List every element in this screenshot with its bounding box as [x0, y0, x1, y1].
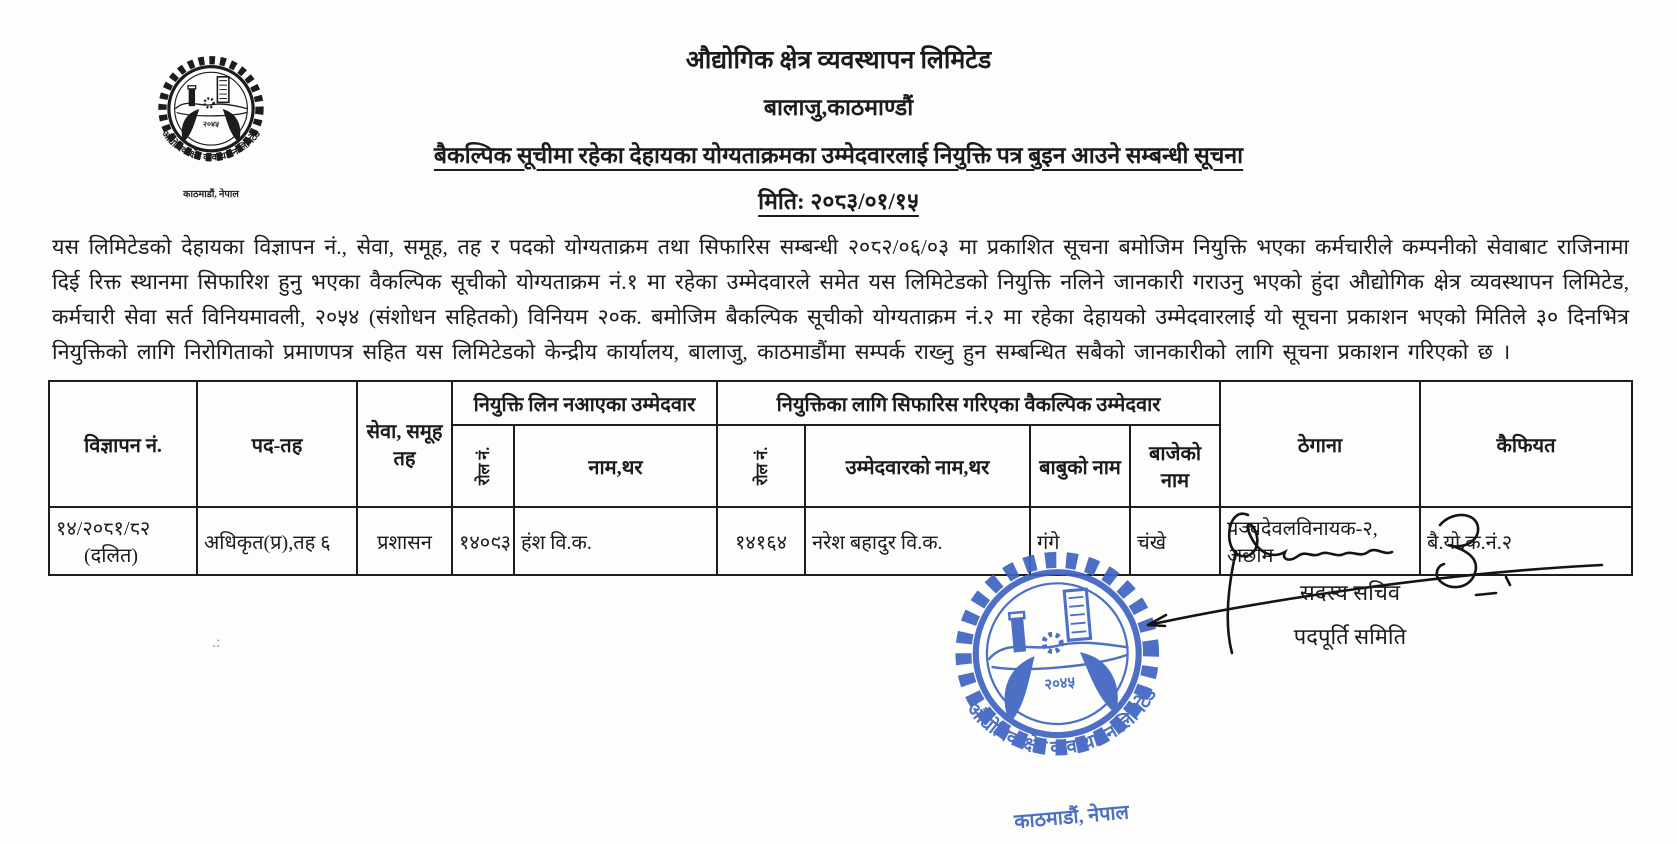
cell-name-alt: नरेश बहादुर वि.क. — [805, 507, 1030, 575]
col-header-father-name: बाबुको नाम — [1030, 425, 1130, 507]
cell-address: पञ्चदेवलविनायक-२, अछाम — [1220, 507, 1420, 575]
stamp-arc-text: औद्योगिक क्षेत्र व्यवस्थापन लिमिटेड — [962, 685, 1161, 759]
org-name: औद्योगिक क्षेत्र व्यवस्थापन लिमिटेड — [685, 47, 992, 74]
col-header-post: पद-तह — [197, 381, 357, 507]
ad-no-line2: (दलित) — [84, 545, 139, 567]
logo-arc-text: औद्योगिक क्षेत्र व्यवस्थापन लिमिटेड — [159, 128, 263, 164]
stamp-bottom-text: काठमाडौं, नेपाल — [1013, 801, 1130, 834]
cell-grandfather-name: चंखे — [1130, 507, 1220, 575]
cell-service: प्रशासन — [357, 507, 452, 575]
stamp-year: २०४५ — [1043, 674, 1076, 694]
notice-body-paragraph: यस लिमिटेडको देहायका विज्ञापन नं., सेवा, समूह, तह र पदको योग्यताक्रम तथा सिफारिस सम्बन्धी २०८२/०६/०३ मा प्रकाशित सूचना बमोजिम नियुक्ति भएका कर्मचारीले कम्पनीको सेवाबाट राजिनामा दिई रिक्त स्थानमा सिफारिश हुनु भएका वैकल्पिक सूचीको योग्यताक्रम नं.१ मा रहेका उम्मेदवारले समेत यस लिमिटेडको नियुक्ति नलिने जानकारी गराउनु भएको हुंदा औद्योगिक क्षेत्र व्यवस्थापन लिमिटेड, कर्मचारी सेवा सर्त विनियमावली, २०५४ (संशोधन सहितको) विनियम २०क. बमोजिम बैकल्पिक सूचीको योग्यताक्रम नं.२ मा रहेका देहायको उम्मेदवारलाई यो सूचना प्रकाशन भएको मितिले ३० दिनभित्र नियुक्तिको लागि निरोगिताको प्रमाणपत्र सहित यस लिमिटेडको केन्द्रीय कार्यालय, बालाजु, काठमाडौंमा सम्पर्क राख्नु हुन सम्बन्धित सबैको जानकारीको लागि सूचना प्रकाशन गरिएको छ । — [52, 235, 1629, 364]
col-header-remarks: कैफियत — [1420, 381, 1632, 507]
svg-text:औद्योगिक क्षेत्र व्यवस्थापन लि — [961, 683, 1166, 768]
notice-title: बैकल्पिक सूचीमा रहेका देहायका योग्यताक्रमका उम्मेदवारलाई नियुक्ति पत्र बुइन आउने सम्बन्धी सूचना — [433, 143, 1244, 168]
cell-remarks: बै.यो.क.नं.२ — [1420, 507, 1632, 575]
org-location: बालाजु,काठमाण्डौं — [763, 95, 914, 120]
col-header-roll-alt — [717, 425, 805, 507]
col-header-grandfather-name: बाजेको नाम — [1130, 425, 1220, 507]
cell-post: अधिकृत(प्र),तह ६ — [197, 507, 357, 575]
document-footer — [0, 500, 1677, 836]
cell-roll-absent: १४०९३ — [452, 507, 514, 575]
col-header-candidate-name: उम्मेदवारको नाम,थर — [805, 425, 1030, 507]
ad-no-line1: १४/२०८१/८२ — [56, 518, 151, 540]
document-header — [0, 0, 1677, 216]
col-group-alternative: नियुक्तिका लागि सिफारिस गरिएका वैकल्पिक उम्मेदवार — [717, 381, 1220, 425]
scan-noise-mark: .: — [212, 634, 221, 651]
cell-roll-alt: १४१६४ — [717, 507, 805, 575]
col-header-service: सेवा, समूह तह — [357, 381, 452, 507]
svg-text:औद्योगिक क्षेत्र व्यवस्थापन लि — [159, 128, 263, 163]
col-header-address: ठेगाना — [1220, 381, 1420, 507]
cell-name-absent: हंश वि.क. — [514, 507, 717, 575]
notice-date: मिति: २०८३/०१/१५ — [758, 189, 919, 214]
col-header-ad-no: विज्ञापन नं. — [49, 381, 197, 507]
logo-bottom-text: काठमाडौं, नेपाल — [183, 188, 239, 200]
col-group-absent: नियुक्ति लिन नआएका उम्मेदवार — [452, 381, 717, 425]
org-logo-icon — [142, 50, 280, 200]
rotated-roll-label: रोल नं. — [753, 446, 771, 485]
logo-year: २०४५ — [203, 119, 219, 129]
signatory-text — [1200, 577, 1500, 651]
col-header-roll-absent — [452, 425, 514, 507]
cell-father-name: गंगे — [1030, 507, 1130, 575]
rotated-roll-label: रोल नं. — [475, 446, 493, 485]
col-header-name-absent: नाम,थर — [514, 425, 717, 507]
signatory-title: सदस्य सचिव — [1299, 580, 1401, 605]
signatory-committee: पदपूर्ति समिति — [1293, 624, 1407, 649]
